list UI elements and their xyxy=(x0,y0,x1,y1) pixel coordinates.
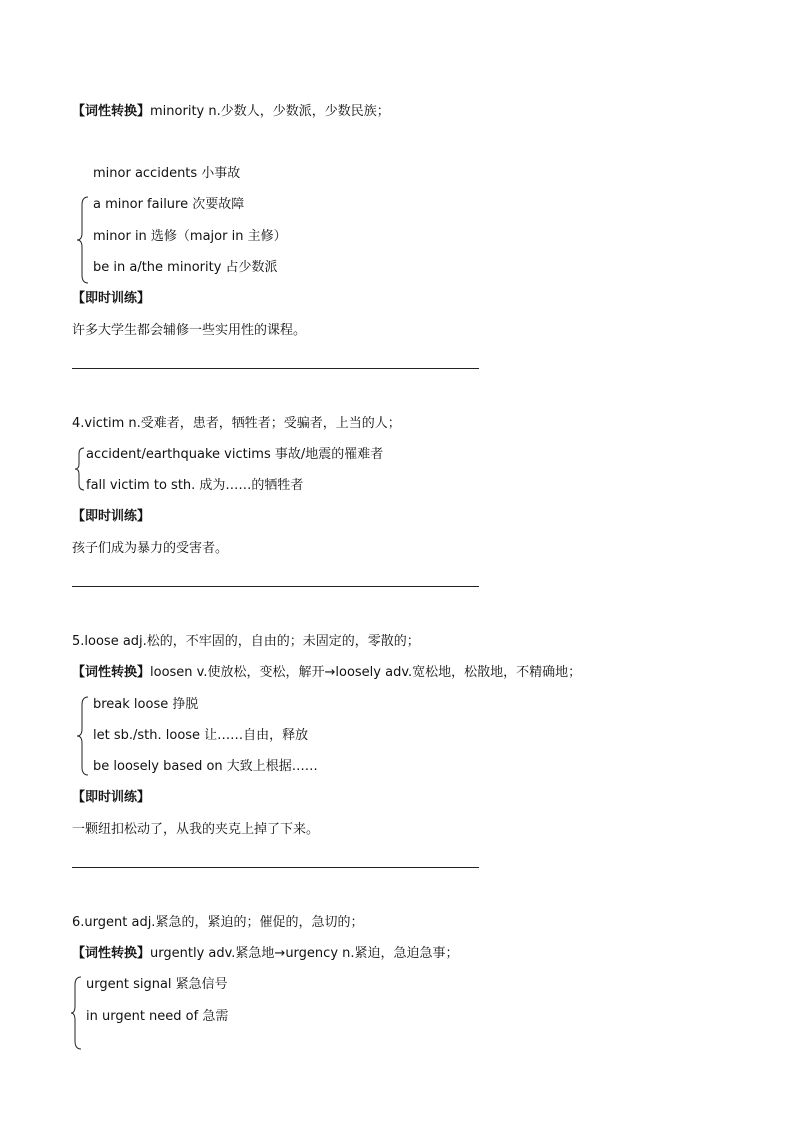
loose-title: 5.loose adj.松的，不牢固的，自由的；未固定的，零散的； xyxy=(72,634,420,649)
practice-text: 许多大学生都会辅修一些实用性的课程。 xyxy=(72,323,307,338)
loose-conversion-line xyxy=(72,665,581,681)
victim-title: 4.victim n.受难者，患者，牺牲者；受骗者，上当的人； xyxy=(72,416,401,431)
phrase-item: minor accidents 小事故 xyxy=(93,166,241,181)
phrase-item: accident/earthquake victims 事故/地震的罹难者 xyxy=(86,447,384,462)
answer-blank-line[interactable] xyxy=(72,368,479,369)
conversion-text: loosen v.使放松，变松，解开→loosely adv.宽松地，松散地，不精确地； xyxy=(150,665,582,680)
practice-text: 一颗纽扣松动了，从我的夹克上掉了下来。 xyxy=(72,822,320,837)
answer-blank-line[interactable] xyxy=(72,586,479,587)
brace-icon xyxy=(76,195,90,285)
conversion-tag: 【词性转换】 xyxy=(72,946,151,961)
conversion-tag: 【词性转换】 xyxy=(72,104,151,119)
practice-tag: 【即时训练】 xyxy=(72,291,151,306)
phrase-item: be loosely based on 大致上根据…… xyxy=(93,759,318,774)
brace-icon xyxy=(70,975,84,1051)
phrase-item: break loose 挣脱 xyxy=(93,697,199,712)
minor-conversion-line xyxy=(72,104,390,120)
phrase-item: fall victim to sth. 成为……的牺牲者 xyxy=(86,478,304,493)
phrase-item: a minor failure 次要故障 xyxy=(93,197,245,212)
practice-tag: 【即时训练】 xyxy=(72,509,151,524)
urgent-conversion-line xyxy=(72,946,459,962)
answer-blank-line[interactable] xyxy=(72,867,479,868)
conversion-text: minority n.少数人，少数派，少数民族； xyxy=(150,104,390,119)
phrase-item: let sb./sth. loose 让……自由，释放 xyxy=(93,728,309,743)
conversion-text: urgently adv.紧急地→urgency n.紧迫，急迫急事； xyxy=(150,946,459,961)
urgent-title: 6.urgent adj.紧急的，紧迫的；催促的，急切的； xyxy=(72,915,364,930)
phrase-item: be in a/the minority 占少数派 xyxy=(93,260,278,275)
conversion-tag: 【词性转换】 xyxy=(72,665,151,680)
brace-icon xyxy=(76,695,90,777)
phrase-item: in urgent need of 急需 xyxy=(86,1009,229,1024)
phrase-item: minor in 选修（major in 主修） xyxy=(93,229,287,244)
practice-tag: 【即时训练】 xyxy=(72,790,151,805)
practice-text: 孩子们成为暴力的受害者。 xyxy=(72,541,229,556)
phrase-item: urgent signal 紧急信号 xyxy=(86,977,228,992)
